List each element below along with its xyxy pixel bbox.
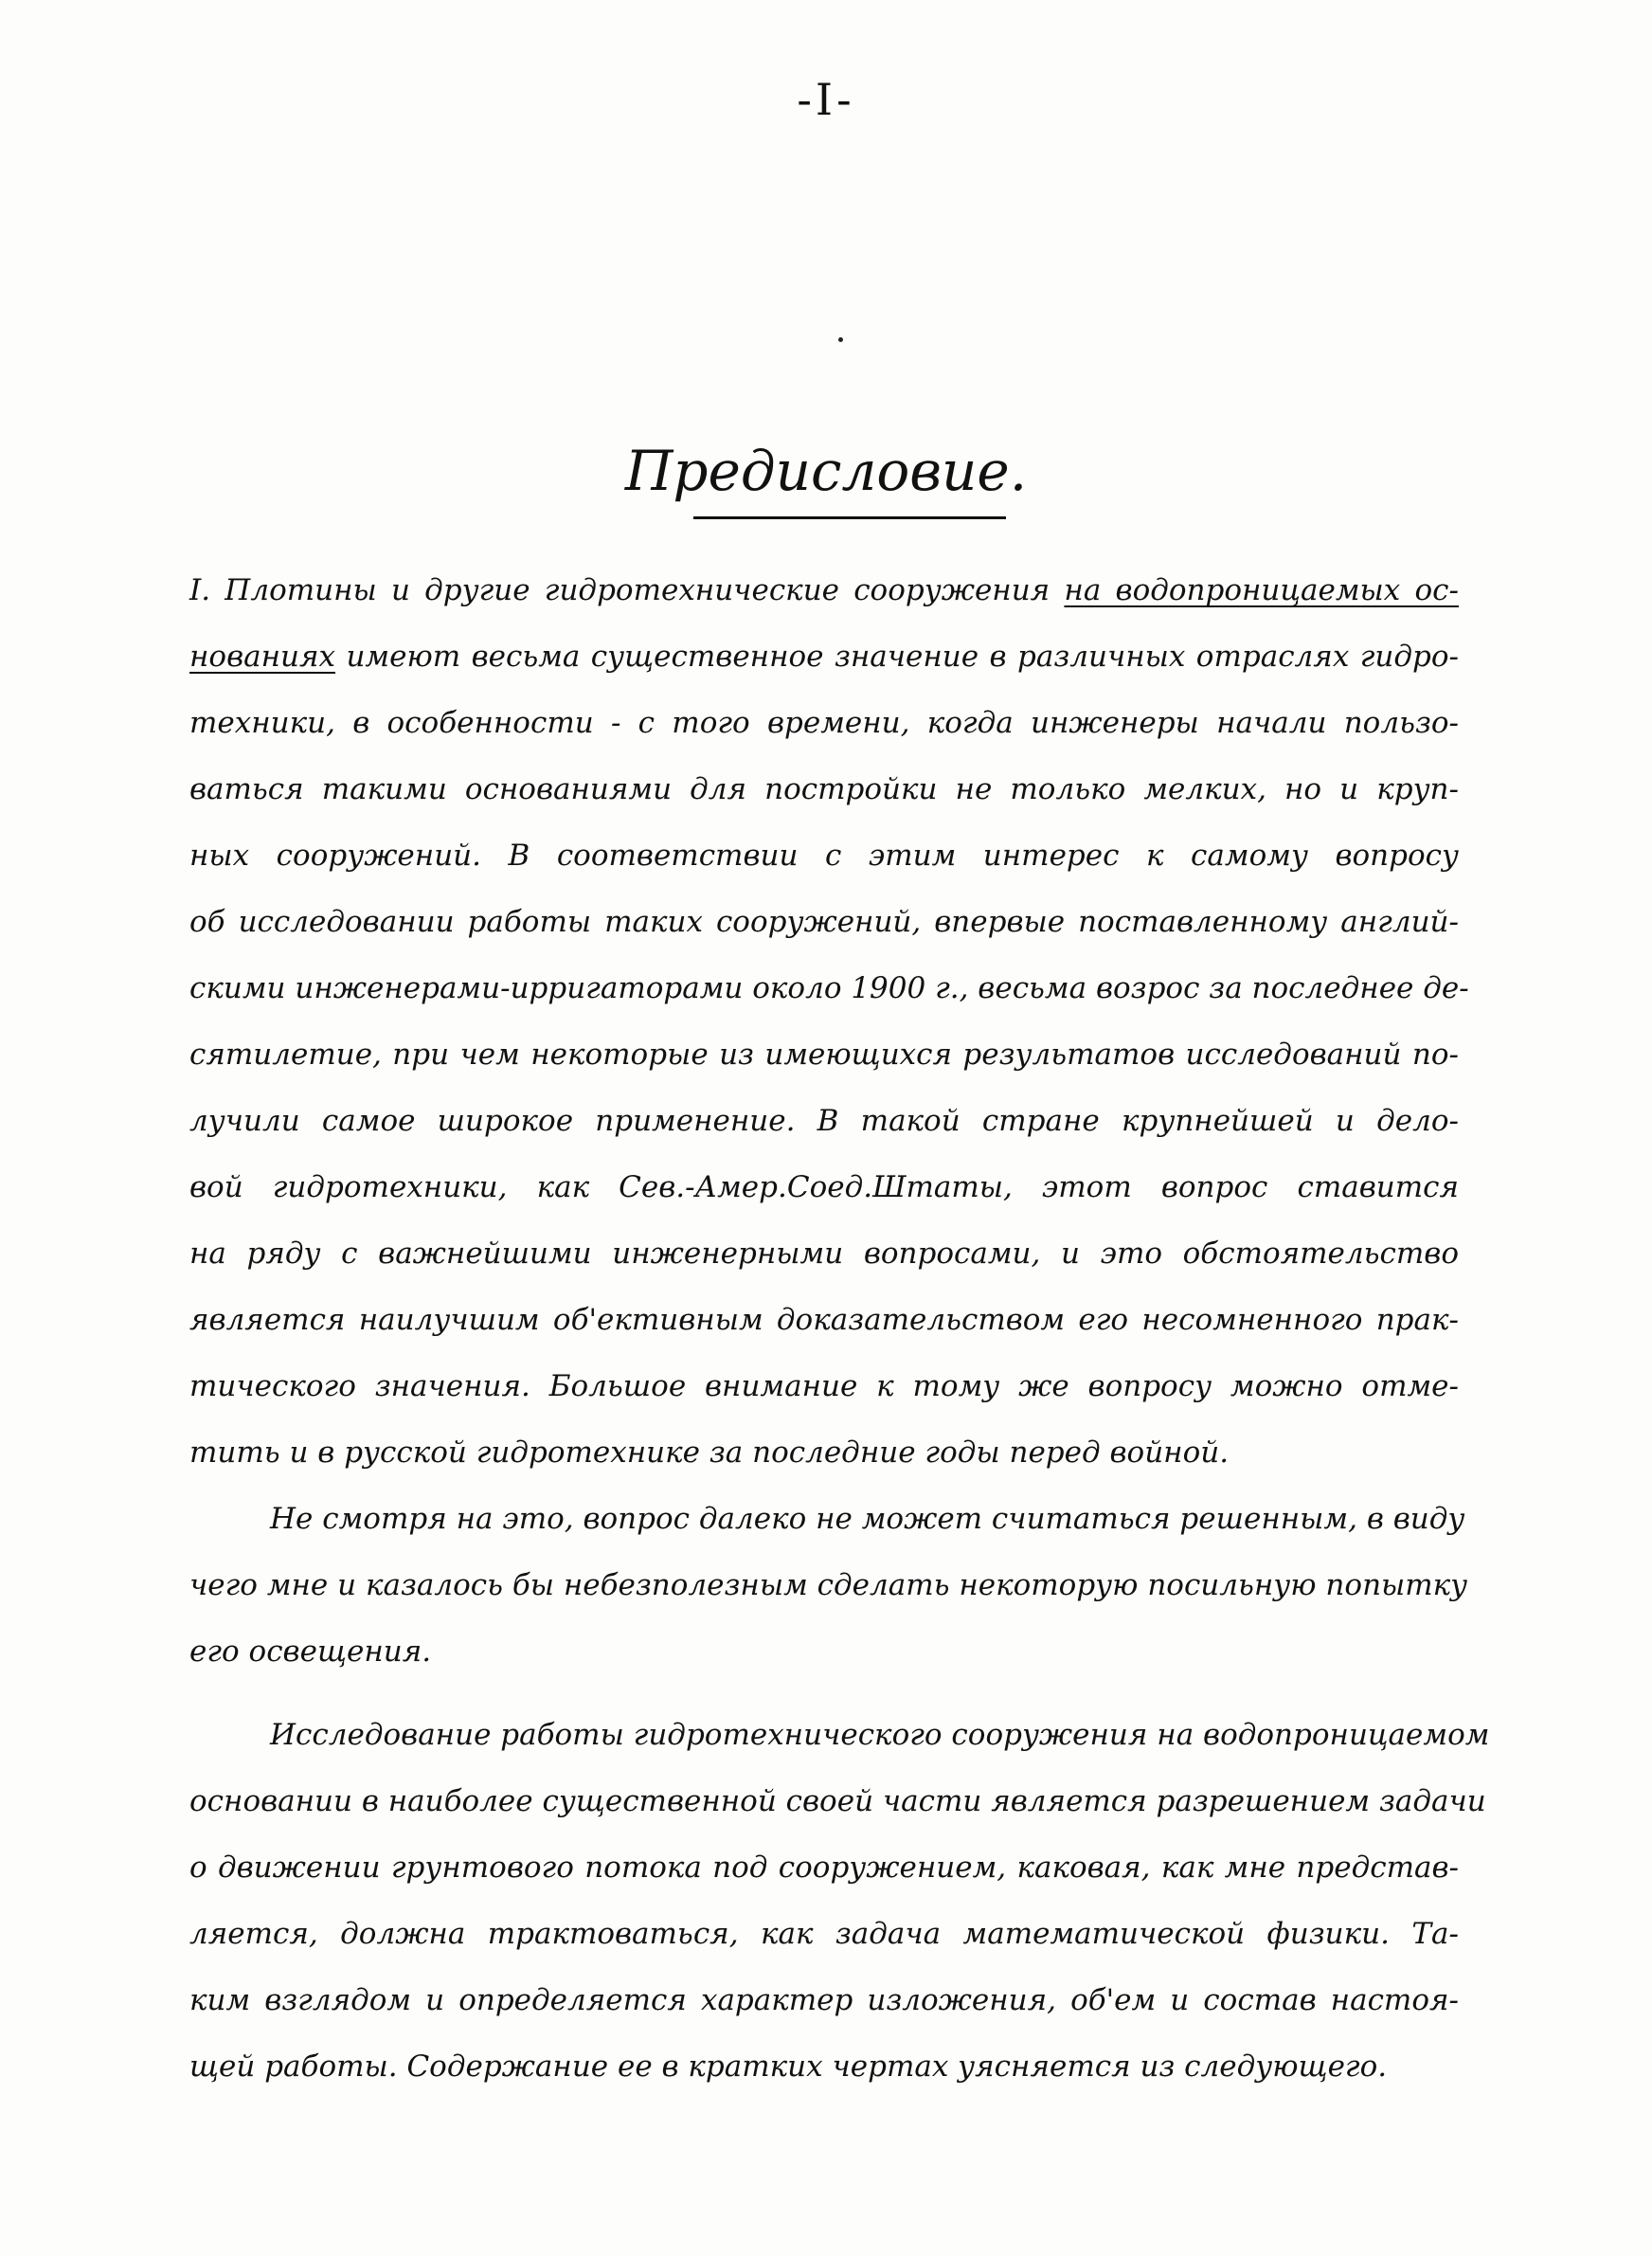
text-line: о движении грунтового потока под сооружением, каковая, как мне представ- xyxy=(189,1851,1459,1885)
underlined-phrase: нованиях xyxy=(189,640,336,674)
paragraph-gap xyxy=(189,1685,1459,1702)
text-line: Не смотря на это, вопрос далеко не может считаться решенным, в виду xyxy=(270,1502,1465,1536)
text-line: основании в наиболее существенной своей части является разрешением задачи xyxy=(189,1784,1486,1818)
text-line: лучили самое широкое применение. В такой стране крупнейшей и дело- xyxy=(189,1104,1459,1138)
text-line: тического значения. Большое внимание к тому же вопросу можно отме- xyxy=(189,1369,1459,1403)
ink-speck xyxy=(838,337,843,342)
text-line: его освещения. xyxy=(189,1634,432,1669)
text-line: является наилучшим об'ективным доказательством его несомненного прак- xyxy=(189,1303,1459,1337)
text-line: нованиях имеют весьма существенное значение в различных отраслях гидро- xyxy=(189,640,1459,674)
text-line: об исследовании работы таких сооружений, впервые поставленному англий- xyxy=(189,905,1459,939)
text-line: ким взглядом и определяется характер изложения, об'ем и состав настоя- xyxy=(189,1983,1459,2017)
page-number: -I- xyxy=(797,74,855,125)
text-line: техники, в особенности - с того времени, когда инженеры начали пользо- xyxy=(189,706,1459,740)
title-underline xyxy=(693,516,1006,519)
text-line: на ряду с важнейшими инженерными вопросами, и это обстоятельство xyxy=(189,1237,1459,1271)
text-line: тить и в русской гидротехнике за последние годы перед войной. xyxy=(189,1435,1230,1470)
text-line: Исследование работы гидротехнического сооружения на водопроницаемом xyxy=(270,1718,1490,1752)
preface-text xyxy=(189,557,1490,2100)
text-line: ляется, должна трактоваться, как задача математической физики. Та- xyxy=(189,1917,1459,1951)
text-line: чего мне и казалось бы небезполезным сделать некоторую посильную попытку xyxy=(189,1568,1468,1602)
page-title: Предисловие. xyxy=(624,439,1028,503)
text-line: вой гидротехники, как Сев.-Амер.Соед.Штаты, этот вопрос ставится xyxy=(189,1170,1459,1204)
text-line: ных сооружений. В соответствии с этим интерес к самому вопросу xyxy=(189,839,1459,873)
text-line: I. Плотины и другие гидротехнические сооружения на водопроницаемых ос- xyxy=(189,573,1459,607)
text-line: сятилетие, при чем некоторые из имеющихся результатов исследований по- xyxy=(189,1038,1459,1072)
text-line: щей работы. Содержание ее в кратких чертах уясняется из следующего. xyxy=(189,2049,1388,2084)
text-line: ваться такими основаниями для постройки не только мелких, но и круп- xyxy=(189,772,1459,806)
text-line: скими инженерами-ирригаторами около 1900 г., весьма возрос за последнее де- xyxy=(189,971,1469,1005)
underlined-phrase: на водопроницаемых ос- xyxy=(1064,573,1459,607)
